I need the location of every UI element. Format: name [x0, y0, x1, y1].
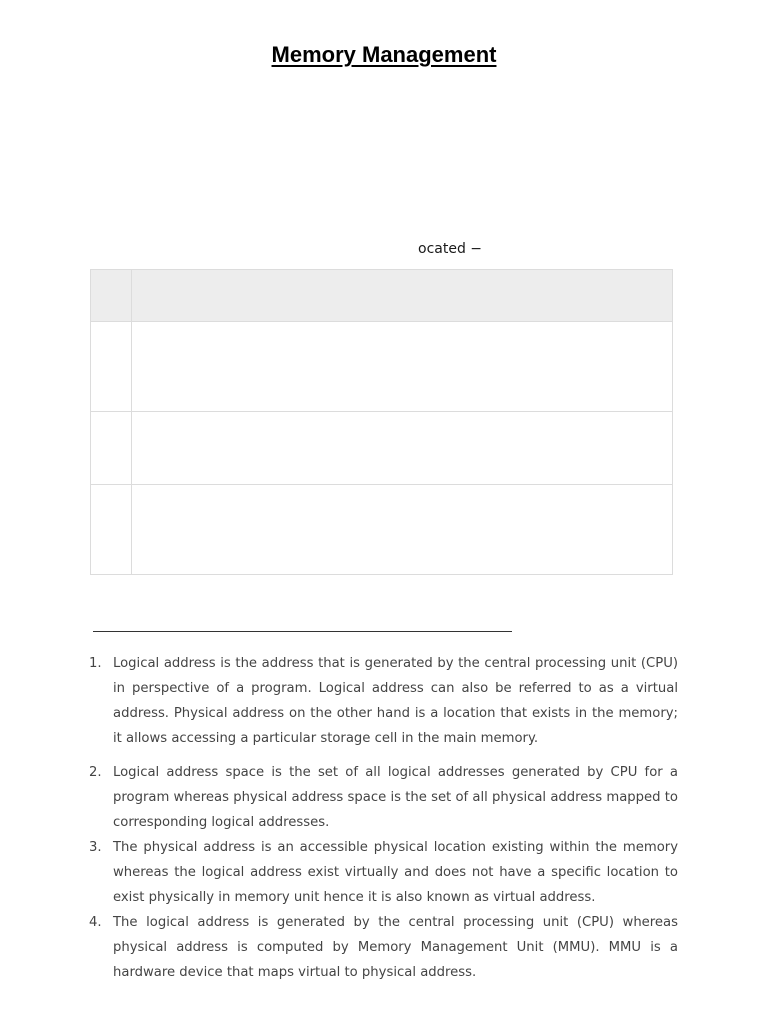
list-item [89, 651, 678, 751]
table-cell [132, 322, 673, 412]
table-cell [91, 322, 132, 412]
list-number: 1. [89, 656, 102, 671]
table-cell [91, 485, 132, 575]
table-row [91, 485, 673, 575]
list-item-text: Logical address space is the set of all logical addresses generated by CPU for a program whereas physical address space is the set of all physical address mapped to corresponding logical addresses. [113, 765, 678, 830]
table-row [91, 322, 673, 412]
horizontal-rule [93, 631, 512, 632]
table-cell [91, 270, 132, 322]
list-item [89, 760, 678, 835]
table-cell [132, 270, 673, 322]
table-cell [91, 412, 132, 485]
table-cell [132, 485, 673, 575]
page-title: Memory Management [271, 42, 497, 67]
list-item-text: The physical address is an accessible physical location existing within the memory whereas the logical address exist virtually and does not have a specific location to exist physically in memory unit hence it is also known as virtual address. [113, 840, 678, 905]
differences-list [89, 651, 678, 985]
list-number: 2. [89, 765, 102, 780]
table-header-row [91, 270, 673, 322]
list-item [89, 910, 678, 985]
list-number: 3. [89, 840, 102, 855]
text-fragment: ocated − [418, 241, 483, 257]
list-number: 4. [89, 915, 102, 930]
table-row [91, 412, 673, 485]
list-item [89, 835, 678, 910]
list-item-text: Logical address is the address that is generated by the central processing unit (CPU) in perspective of a program. Logical address can also be referred to as a virtual address. Physical address on the other hand is a location that exists in the memory; it allows accessing a particular storage cell in the main memory. [113, 656, 678, 746]
list-item-text: The logical address is generated by the central processing unit (CPU) whereas physical address is computed by Memory Management Unit (MMU). MMU is a hardware device that maps virtual to physical address. [113, 915, 678, 980]
empty-table [90, 269, 673, 575]
table-cell [132, 412, 673, 485]
